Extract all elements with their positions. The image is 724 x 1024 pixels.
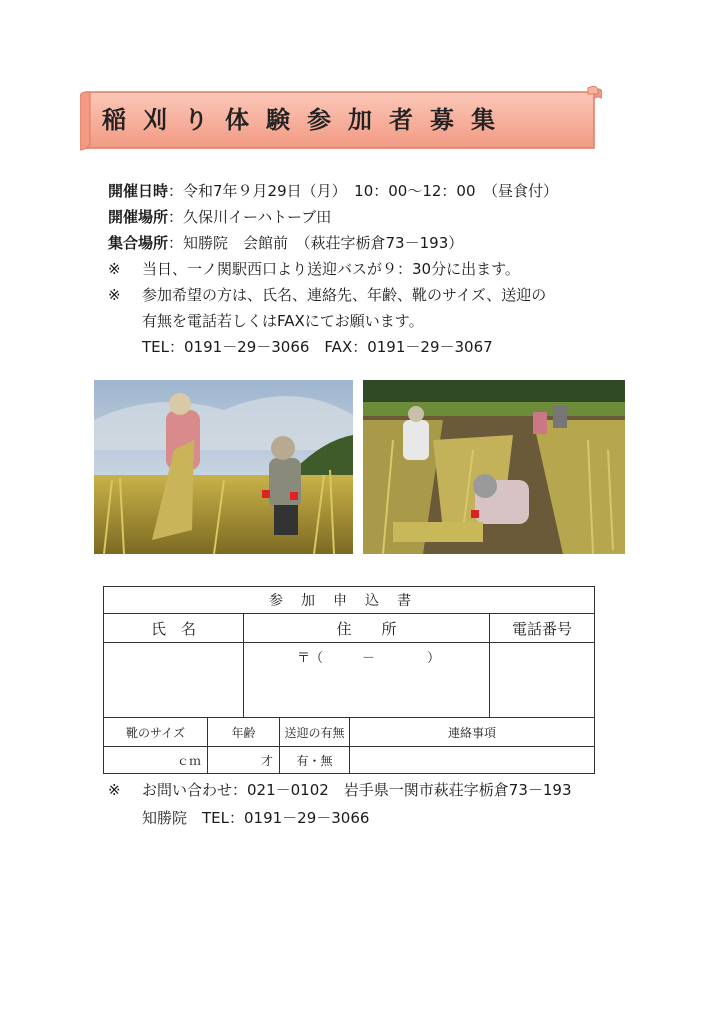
event-info [108,178,628,360]
note-mark: ※ [108,781,121,799]
rice-harvest-photo-left [94,380,353,554]
rice-harvest-photo-right [363,380,625,554]
contact-field[interactable] [350,747,595,774]
inquiry-line [108,776,572,804]
venue-value: ：久保川イーハトーブ田 [168,208,332,226]
note-bus-text: 当日、一ノ関駅西口より送迎バスが９：30分に出ます。 [142,260,520,278]
meeting-label: 集合場所 [108,234,169,252]
meeting-value: ：知勝院 会館前 （萩荘字栃倉73－193） [168,234,464,252]
note-bus [108,256,628,282]
page-title: 稲刈り体験参加者募集 [102,106,512,134]
age-header: 年齢 [208,718,280,747]
title-banner [80,86,602,152]
name-header: 氏 名 [104,614,244,643]
age-field[interactable]: 才 [208,747,280,774]
name-field[interactable] [104,643,244,718]
address-field[interactable] [244,643,490,718]
pickup-header: 送迎の有無 [280,718,350,747]
form-title: 参加申込書 [104,587,595,614]
venue-row [108,204,628,230]
shoe-size-header: 靴のサイズ [104,718,208,747]
pickup-field[interactable]: 有・無 [280,747,350,774]
note-mark: ※ [108,286,121,304]
org-contact: 知勝院 TEL：0191－29－3066 [142,809,370,827]
phone-header: 電話番号 [490,614,595,643]
venue-label: 開催場所 [108,208,169,226]
meeting-row [108,230,628,256]
postal-code-field: 〒（ － ） [296,651,440,666]
note-apply-cont: 有無を電話若しくはFAXにてお願います。 [142,312,424,330]
note-mark: ※ [108,260,121,278]
address-header: 住 所 [244,614,490,643]
date-row [108,178,628,204]
date-value: ：令和7年９月29日（月） 10：00～12：00 （昼食付） [168,182,558,200]
inquiry-footer [108,776,572,832]
shoe-size-field[interactable]: ｃｍ [104,747,208,774]
note-apply-text: 参加希望の方は、氏名、連絡先、年齢、靴のサイズ、送迎の [142,286,547,304]
note-apply [108,282,628,308]
application-form [103,586,595,774]
contact-header: 連絡事項 [350,718,595,747]
tel-fax: TEL：0191－29－3066 FAX：0191－29－3067 [142,338,493,356]
inquiry-text: お問い合わせ：021－0102 岩手県一関市萩荘字栃倉73－193 [142,781,572,799]
phone-field[interactable] [490,643,595,718]
date-label: 開催日時 [108,182,169,200]
